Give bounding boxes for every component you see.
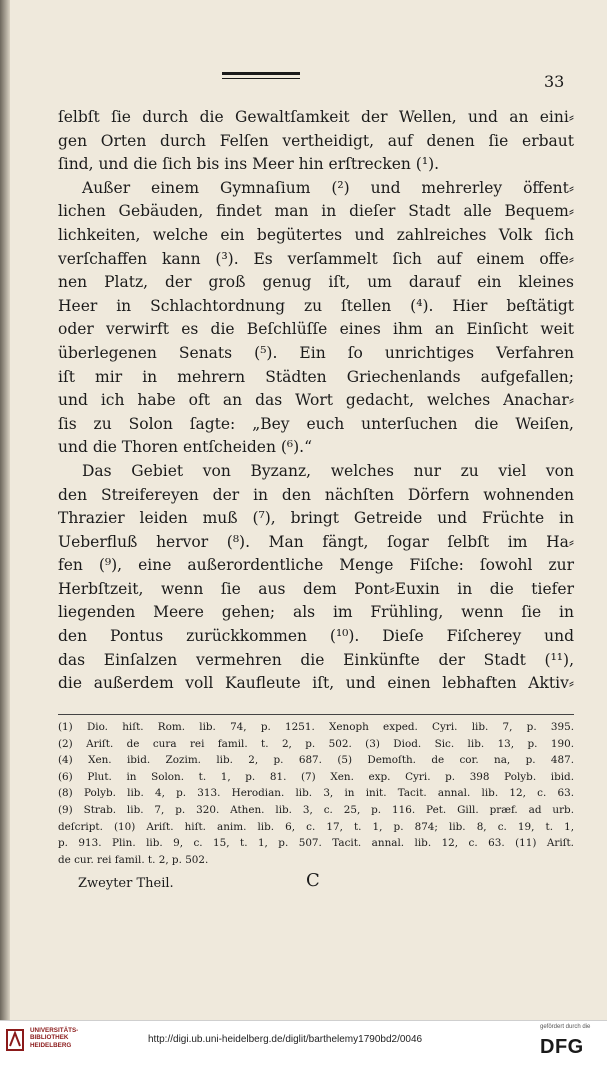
body-line: die außerdem voll Kaufleute iſt, und einen lebhaften Aktiv⸗ [58,674,574,693]
funded-by-label: gefördert durch die [540,1024,591,1030]
body-line: verſchaffen kann (³). Es verſammelt ſich auf einem offe⸗ [58,249,574,268]
body-line: nen Platz, der groß genug iſt, um darauf ein kleines [58,273,574,292]
document-url[interactable]: http://digi.ub.uni-heidelberg.de/diglit/barthelemy1790bd2/0046 [148,1034,423,1045]
university-library-name [30,1027,78,1049]
body-line: Herbſtzeit, wenn ſie aus dem Pont⸗Euxin in die tiefer [58,579,574,598]
body-line: lichkeiten, welche ein begütertes und zahlreiches Volk ſich [58,225,574,244]
body-line: lichen Gebäuden, findet man in dieſer Stadt alle Bequem⸗ [58,202,574,221]
body-line: fen (⁹), eine außerordentliche Menge Fiſche: ſowohl zur [58,556,574,575]
dfg-logo: DFG [540,1036,584,1058]
footnote-line: (1) Dio. hiſt. Rom. lib. 74, p. 1251. Xenoph exped. Cyri. lib. 7, p. 395. [58,721,574,733]
body-line: überlegenen Senats (⁵). Ein ſo unrichtiges Verfahren [58,343,574,362]
body-line: und ich habe oft an das Wort gedacht, welches Anachar⸗ [58,391,574,410]
body-line: den Pontus zurückkommen (¹⁰). Dieſe Fiſcherey und [58,627,574,646]
footnote-line: (8) Polyb. lib. 4, p. 313. Herodian. lib. 3, in init. Tacit. annal. lib. 12, c. 63. [58,787,574,800]
body-line: Heer in Schlachtordnung zu ſtellen (⁴). Hier beſtätigt [58,296,574,315]
body-text [58,106,574,696]
footnotes [58,714,574,868]
footnote-line: (6) Plut. in Solon. t. 1, p. 81. (7) Xen. exp. Cyri. p. 398 Polyb. ibid. [58,770,574,783]
library-line: BIBLIOTHEK [30,1034,69,1042]
body-line: Thrazier leiden muß (⁷), bringt Getreide und Früchte in [58,509,574,528]
library-line: HEIDELBERG [30,1041,72,1049]
body-line: das Einſalzen vermehren die Einkünfte der Stadt (¹¹), [58,650,574,669]
footnote-line: (2) Ariſt. de cura rei famil. t. 2, p. 502. (3) Diod. Sic. lib. 13, p. 190. [58,737,574,750]
body-line: ſelbſt ſie durch die Gewaltſamkeit der Wellen, und an eini⸗ [58,108,574,126]
body-line: oder verwirft es die Beſchlüſſe eines ihm an Einſicht weit [58,320,574,339]
body-line: Das Gebiet von Byzanz, welches nur zu viel von [82,461,574,480]
body-line: Außer einem Gymnaſium (²) und mehrerley öffent⸗ [82,178,574,197]
body-line: ſind, und die ſich bis ins Meer hin erſtrecken (¹). [58,155,440,174]
body-line: und die Thoren entſcheiden (⁶).“ [58,438,313,457]
body-line: den Streifereyen der in den nächſten Dörfern wohnenden [58,485,574,504]
university-logo-icon [6,1028,24,1052]
footnote-line: (9) Strab. lib. 7, p. 320. Athen. lib. 3, c. 25, p. 116. Pet. Gill. præf. ad urb. [58,803,574,816]
body-line: iſt mir in mehrern Städten Griechenlands aufgefallen; [58,367,574,386]
body-line: Ueberfluß hervor (⁸). Man fängt, ſogar ſelbſt im Ha⸗ [58,532,574,551]
body-line: gen Orten durch Felſen vertheidigt, auf denen ſie erbaut [58,131,574,150]
signature-mark: C [306,870,320,891]
header-rule [222,72,300,79]
signature-line: Zweyter Theil. [78,876,174,891]
footnote-line: deſcript. (10) Ariſt. hiſt. anim. lib. 6, c. 17, t. 1, p. 874; lib. 8, c. 19, t. 1, [58,820,574,833]
body-line: ſis zu Solon ſagte: „Bey euch unterſuchen die Weiſen, [58,414,574,433]
library-line: UNIVERSITÄTS- [30,1027,79,1034]
body-line: liegenden Meere gehen; als im Frühling, wenn ſie in [58,603,574,622]
footnote-line: (4) Xen. ibid. Zozim. lib. 2, p. 687. (5) Demoſth. de cor. na, p. 487. [58,754,574,767]
footnote-line: p. 913. Plin. lib. 9, c. 15, t. 1, p. 507. Tacit. annal. lib. 12, c. 63. (11) Ariſt. [58,837,574,850]
page-number: 33 [544,72,565,91]
footnote-line: de cur. rei famil. t. 2, p. 502. [58,853,209,866]
